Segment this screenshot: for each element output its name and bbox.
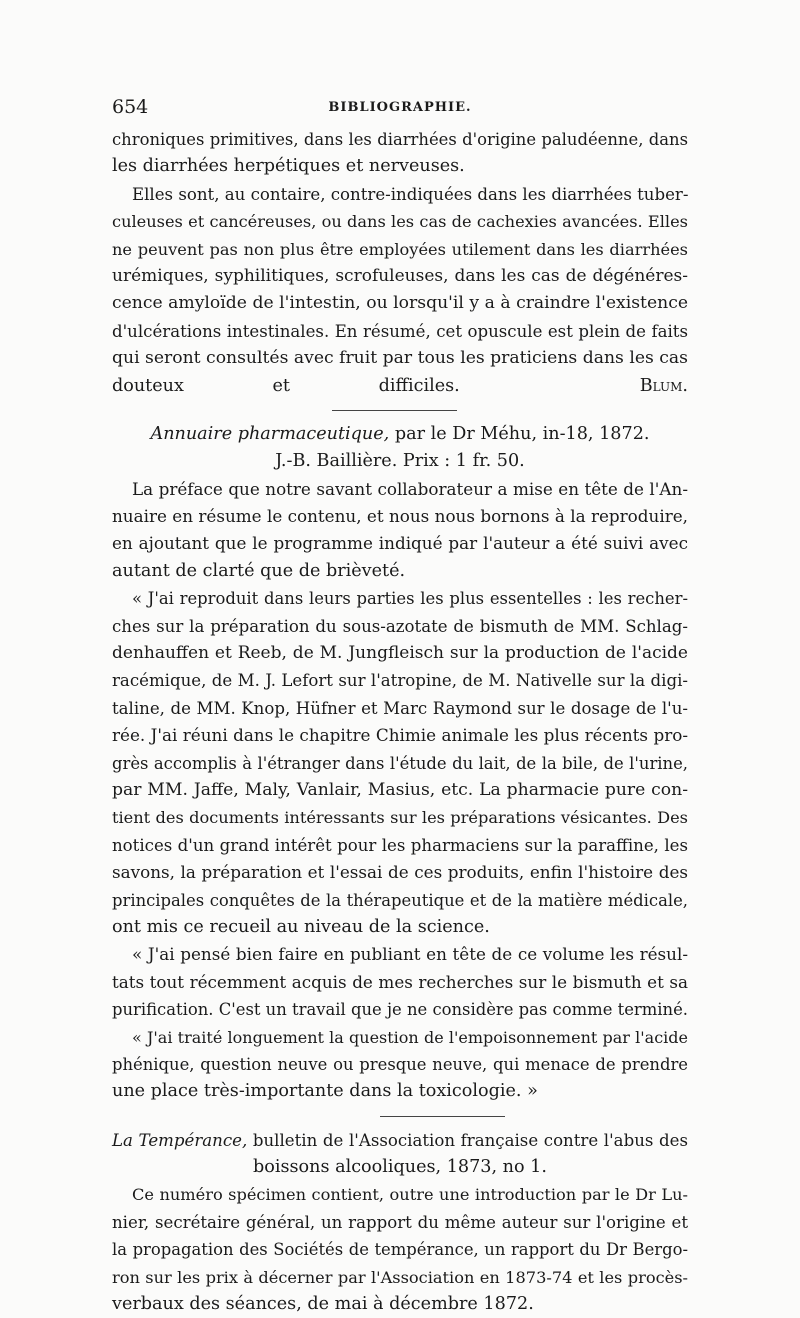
text-line: La préface que notre savant collaborateur a mise en tête de l'An- [132, 478, 688, 499]
section-divider [380, 1116, 505, 1117]
text-line: ron sur les prix à décerner par l'Association en 1873-74 et les procès- [112, 1267, 688, 1287]
publisher-line: J.-B. Baillière. Prix : 1 fr. 50. [275, 451, 525, 472]
text-line: chroniques primitives, dans les diarrhées d'origine paludéenne, dans [112, 130, 688, 149]
text-line: grès accomplis à l'étranger dans l'étude du lait, de la bile, de l'urine, [112, 753, 688, 773]
text-line: notices d'un grand intérêt pour les pharmaciens sur la paraffine, les [112, 835, 688, 855]
text-line: ont mis ce recueil au niveau de la science. [112, 916, 490, 937]
page-number: 654 [112, 96, 149, 118]
text-line: en ajoutant que le programme indiqué par l'auteur a été suivi avec [112, 533, 688, 554]
text-line: une place très-importante dans la toxicologie. » [112, 1081, 538, 1102]
text-line: savons, la préparation et l'essai de ces produits, enfin l'histoire des [112, 862, 688, 883]
text-line: par MM. Jaffe, Maly, Vanlair, Masius, etc. La pharmacie pure con- [112, 779, 688, 800]
text-line: tats tout récemment acquis de mes recherches sur le bismuth et sa [112, 971, 688, 992]
text-line: nuaire en résume le contenu, et nous nous bornons à la reproduire, [112, 506, 688, 527]
section-divider [332, 410, 457, 411]
text-line: tient des documents intéressants sur les préparations vésicantes. Des [112, 808, 688, 828]
blum-review-continuation [112, 126, 688, 400]
text-line: culeuses et cancéreuses, ou dans les cas de cachexies avancées. Elles [112, 212, 688, 232]
text-line: taline, de MM. Knop, Hüfner et Marc Raymond sur le dosage de l'u- [112, 698, 688, 718]
text-line: « J'ai reproduit dans leurs parties les plus essentelles : les recher- [132, 589, 688, 609]
text-line: rée. J'ai réuni dans le chapitre Chimie animale les plus récents pro- [112, 725, 688, 746]
text-line: cence amyloïde de l'intestin, ou lorsqu'il y a à craindre l'existence [112, 293, 688, 314]
text-line: « J'ai traité longuement la question de l'empoisonnement par l'acide [132, 1027, 688, 1047]
text-line: phénique, question neuve ou presque neuve, qui menace de prendre [112, 1054, 688, 1074]
text-line: verbaux des séances, de mai à décembre 1872. [112, 1294, 534, 1315]
running-head: BIBLIOGRAPHIE. [328, 100, 472, 115]
text-line: nier, secrétaire général, un rapport du même auteur sur l'origine et [112, 1212, 688, 1232]
text-line: autant de clarté que de brièveté. [112, 560, 406, 581]
text-line: ne peuvent pas non plus être employées utilement dans les diarrhées [112, 239, 688, 259]
text-line: d'ulcérations intestinales. En résumé, cet opuscule est plein de faits [112, 321, 688, 341]
review-title-line2: boissons alcooliques, 1873, no 1. [253, 1157, 547, 1178]
text-line-with-signature [112, 373, 688, 400]
text-line: qui seront consultés avec fruit par tous les praticiens dans les cas [112, 348, 688, 369]
text-line: urémiques, syphilitiques, scrofuleuses, dans les cas de dégénéres- [112, 265, 688, 286]
text-line: ches sur la préparation du sous-azotate de bismuth de MM. Schlag- [112, 616, 688, 636]
text-line: Ce numéro spécimen contient, outre une introduction par le Dr Lu- [132, 1185, 688, 1205]
review-title: Annuaire pharmaceutique, par le Dr Méhu, in-18, 1872. [150, 423, 650, 444]
annuaire-review [112, 421, 688, 1106]
page-header [112, 96, 688, 126]
text-line: « J'ai pensé bien faire en publiant en tête de ce volume les résul- [132, 944, 688, 965]
text-line: purification. C'est un travail que je ne considère pas comme terminé. [112, 1000, 688, 1020]
text-line: denhauffen et Reeb, de M. Jungfleisch sur la production de l'acide [112, 643, 688, 664]
text-line: Elles sont, au contaire, contre-indiquées dans les diarrhées tuber- [132, 184, 689, 204]
signature: Blum. [639, 375, 688, 396]
temperance-review [112, 1127, 688, 1318]
text-column [112, 96, 688, 1318]
text-line: principales conquêtes de la thérapeutique et de la matière médicale, [112, 890, 688, 910]
text-line: racémique, de M. J. Lefort sur l'atropine, de M. Nativelle sur la digi- [112, 671, 688, 691]
text-line: douteux et difficiles. [112, 375, 460, 396]
text-line: les diarrhées herpétiques et nerveuses. [112, 156, 465, 177]
review-title: La Tempérance, bulletin de l'Association française contre l'abus des [112, 1130, 688, 1150]
text-line: la propagation des Sociétés de tempérance, un rapport du Dr Bergo- [112, 1240, 688, 1260]
